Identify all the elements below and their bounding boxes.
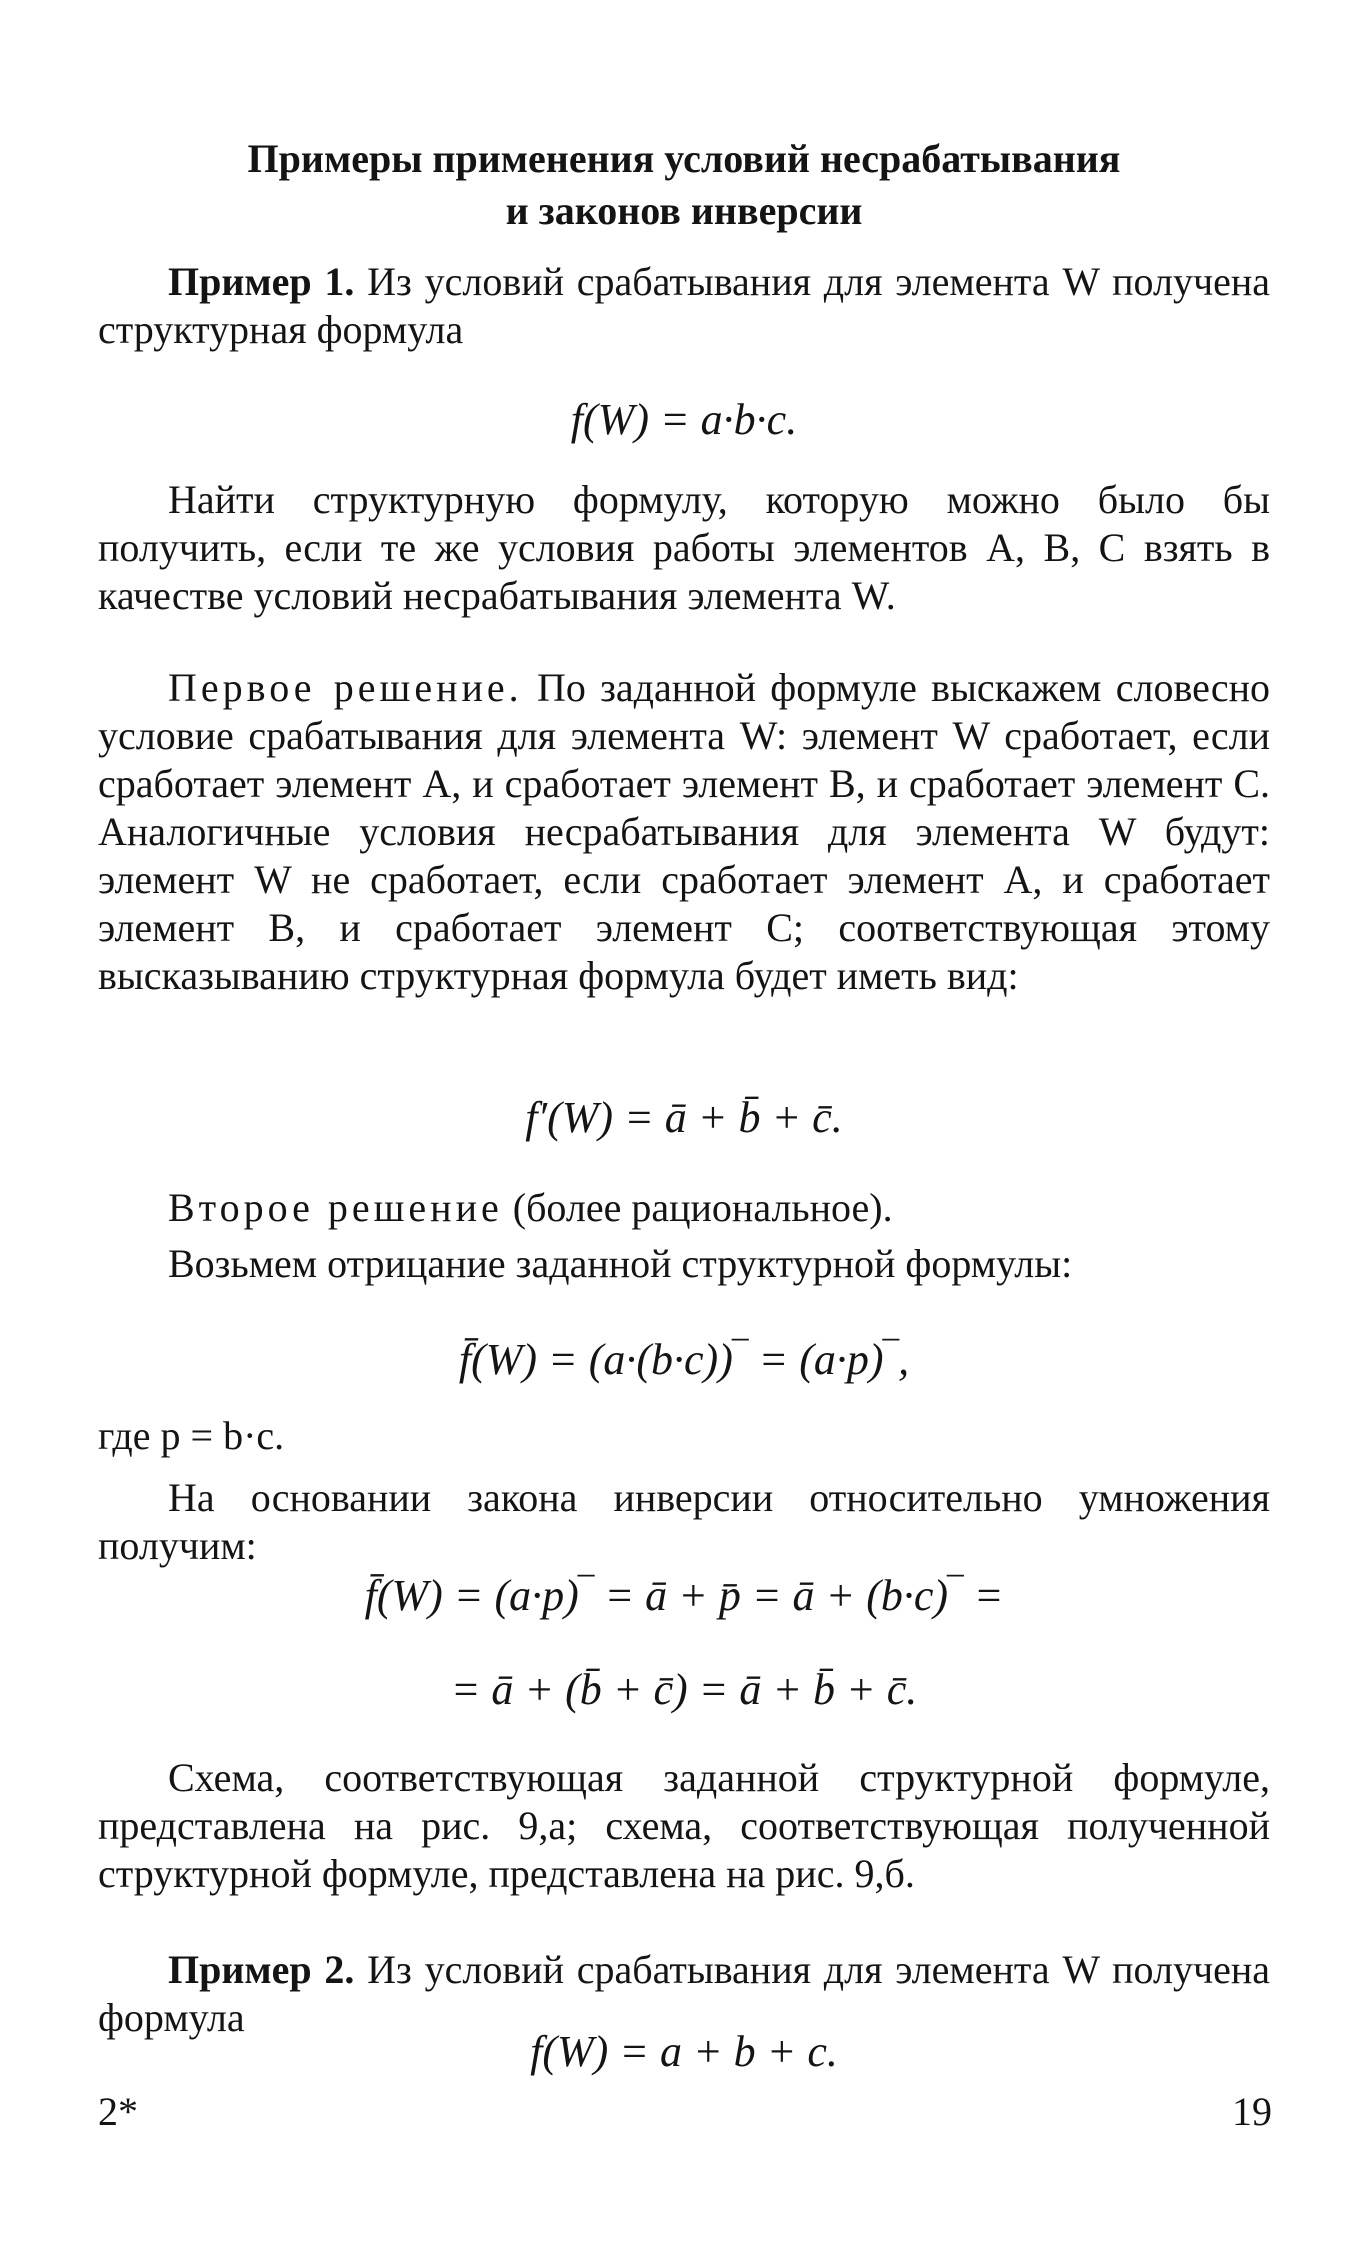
example-2-text: Из условий срабатывания для элемента W получена формула — [98, 1947, 1270, 2040]
second-solution-text: (более рациональное). — [502, 1185, 893, 1230]
section-title — [0, 133, 1368, 237]
formula-3: f̄(W) = (a·(b·c))‾ = (a·p)‾, — [458, 1335, 910, 1384]
title-line-2: и законов инверсии — [505, 188, 863, 233]
example-2-label: Пример 2. — [168, 1947, 355, 1992]
formula-6: f(W) = a + b + c. — [530, 2027, 838, 2076]
example-1-text: Из условий срабатывания для элемента W получена структурная формула — [98, 259, 1270, 352]
definition-p: где p = b·c. — [98, 1413, 285, 1458]
example-1-paragraph — [98, 258, 1270, 354]
first-solution-label: Первое решение. — [168, 665, 523, 710]
formula-4: f̄(W) = (a·p)‾ = ā + p̄ = ā + (b·c)‾ = — [364, 1571, 1004, 1620]
first-solution-paragraph — [98, 664, 1270, 1000]
task-paragraph: Найти структурную формулу, которую можно было бы получить, если те же условия работы элементов A, B, C взять в качестве условий несрабатывания элемента W. — [98, 477, 1270, 618]
example-1-label: Пример 1. — [168, 259, 355, 304]
second-solution-paragraph — [98, 1184, 1270, 1232]
title-line-1: Примеры применения условий несрабатывания — [247, 136, 1121, 181]
page-number: 19 — [1232, 2089, 1272, 2134]
negation-paragraph: Возьмем отрицание заданной структурной формулы: — [168, 1241, 1073, 1286]
signature-mark: 2* — [98, 2089, 138, 2134]
formula-2: f′(W) = ā + b̄ + c̄. — [525, 1093, 843, 1142]
second-solution-label: Второе решение — [168, 1185, 503, 1230]
first-solution-text: По заданной формуле выскажем словесно условие срабатывания для элемента W: элемент W сработает, если сработает элемент A, и сработает элемент B, и сработает элемент C. Аналогичные условия несрабатывания для элемента W будут: элемент W не сработает, если сработает элемент A, и сработает элемент B, и сработает элемент C; соответствующая этому высказыванию структурная формула будет иметь вид: — [98, 665, 1271, 998]
scheme-paragraph: Схема, соответствующая заданной структурной формуле, представлена на рис. 9,а; схема, соответствующая полученной структурной формуле, представлена на рис. 9,б. — [98, 1755, 1270, 1896]
formula-5: = ā + (b̄ + c̄) = ā + b̄ + c̄. — [450, 1665, 918, 1714]
formula-1: f(W) = a·b·c. — [570, 395, 798, 444]
inversion-law-paragraph: На основании закона инверсии относительно умножения получим: — [98, 1475, 1270, 1568]
